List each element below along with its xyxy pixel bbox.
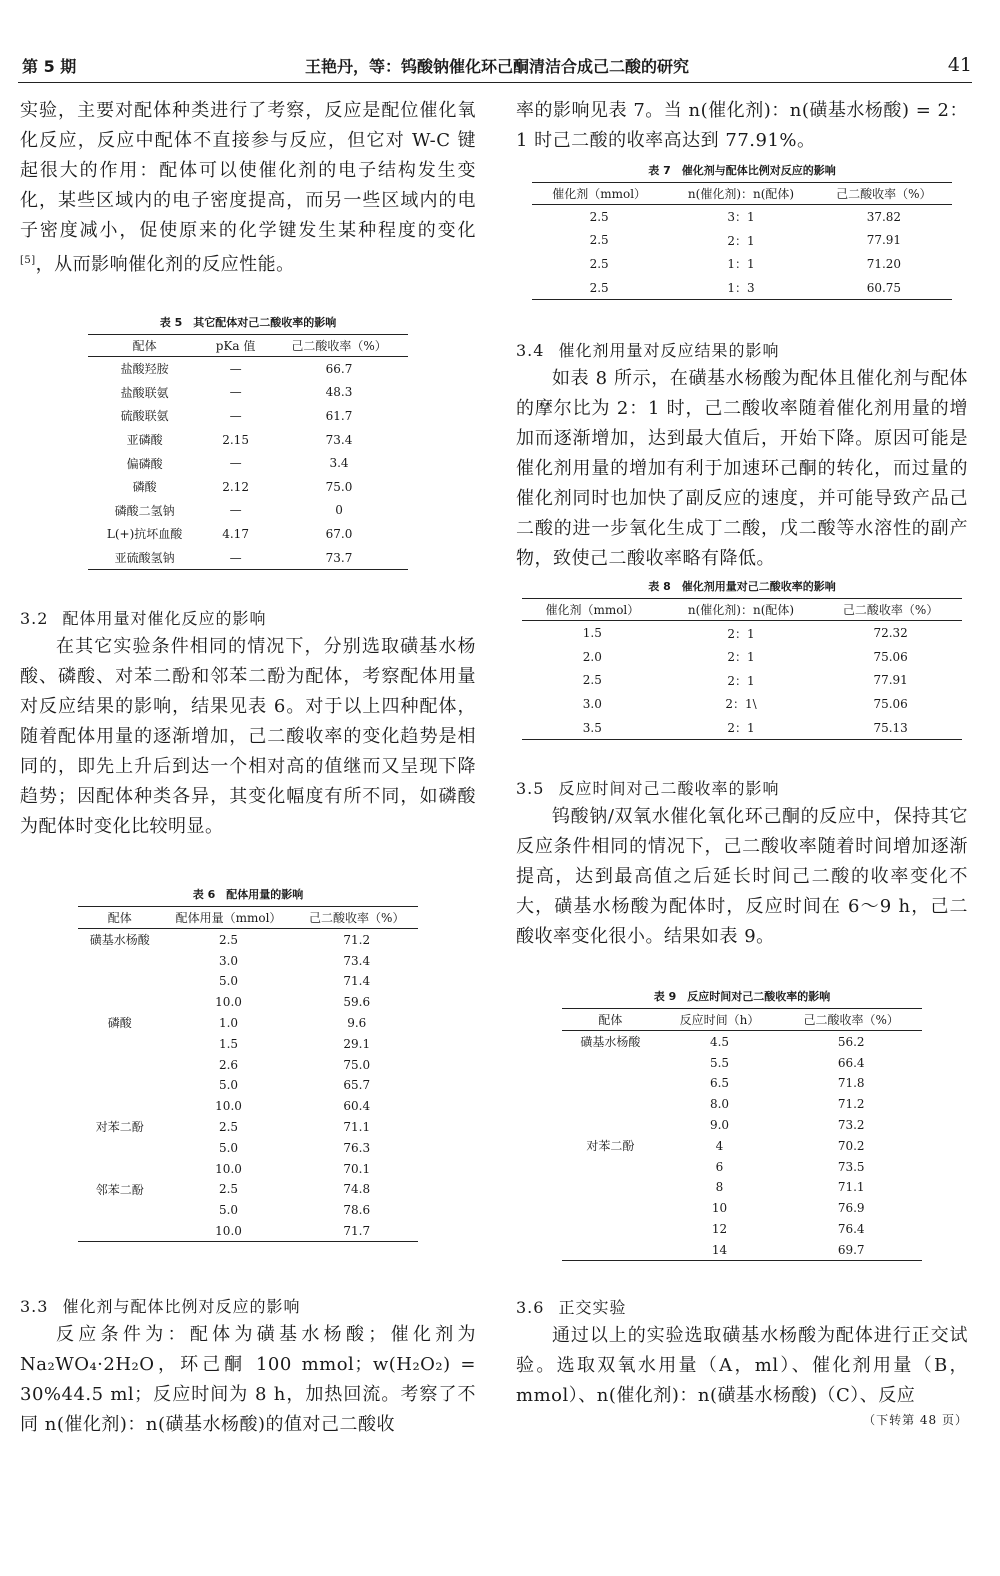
table-header-cell: 配体 [88,335,201,357]
table-cell: 59.6 [343,995,371,1010]
table8-caption: 表 8 催化剂用量对己二酸收率的影响 [648,580,836,594]
table-header-cell: n(催化剂)：n(配体) [666,183,815,205]
table-cell: 70.1 [343,1161,371,1176]
section-3-2-text: 在其它实验条件相同的情况下，分别选取磺基水杨酸、磷酸、对苯二酚和邻苯二酚为配体，考察配体用量对反应结果的影响，结果见表 6。对于以上四种配体，随着配体用量的逐渐增加，己二酸收率的变化趋势是相同的，即先上升后到达一个相对高的值继而又呈现下降趋势；因配体种类各异，其变化幅度有所不同，如磷酸为配体时变化比较明显。 [20,636,476,838]
table-cell: 磷酸 [107,1016,132,1031]
table-cell: 6.5 [709,1076,730,1091]
table-cell: 2.0 [582,649,602,664]
table-cell: 8 [715,1180,724,1195]
table-cell [78,1200,162,1221]
section-3-5-text: 钨酸钠/双氧水催化氧化环己酮的反应中，保持其它反应条件相同的情况下，己二酸收率随着时间增加逐渐提高，达到最高值之后延长时间己二酸的收率变化不大，磺基水杨酸为配体时，反应时间在 6～9 h，己二酸收率变化很小。结果如表 9。 [516,806,968,948]
section-3-4-heading: 3.4 催化剂用量对反应结果的影响 [516,341,780,361]
table-cell: 71.2 [343,932,371,947]
section-3-5-heading: 3.5 反应时间对己二酸收率的影响 [516,779,780,799]
table-header-cell: 己二酸收率（%） [270,335,408,357]
table-cell: 5.0 [218,1078,239,1093]
table-cell: 3：1 [727,210,755,225]
table-cell: 2.6 [218,1057,239,1072]
table-cell: 6 [715,1159,724,1174]
table-cell: 盐酸羟胺 [120,362,169,377]
table-cell [562,1239,659,1260]
table-cell: 61.7 [325,408,353,423]
table-8 [522,598,962,740]
table-cell: 5.0 [218,974,239,989]
table-cell: 73.2 [837,1117,865,1132]
table-row [78,1013,418,1034]
table-cell: 71.7 [296,1221,419,1242]
table-cell [562,1156,659,1177]
table-cell: 71.4 [343,974,371,989]
table-row [88,546,408,570]
table-cell: 74.8 [343,1182,371,1197]
table-cell: 60.75 [816,276,952,300]
table-row [78,1033,418,1054]
table-row [78,1158,418,1179]
table-6 [78,906,418,1242]
table-cell: 2.5 [218,932,239,947]
table-cell: 4 [715,1138,724,1153]
table-row [562,1115,922,1136]
table-cell: 2：1 [727,673,755,688]
table-row [78,1179,418,1200]
table-row [562,1031,922,1052]
table-cell: 75.06 [873,649,908,664]
table-header-cell: 己二酸收率（%） [819,599,962,621]
table-cell: 9.6 [347,1015,367,1030]
table-cell: 78.6 [343,1203,371,1218]
table-cell: 71.1 [837,1180,865,1195]
table-cell: — [229,456,242,471]
table-cell [78,1221,162,1242]
table-cell: 4.17 [222,526,249,541]
section-3-3-text: 反应条件为：配体为磺基水杨酸；催化剂为 Na₂WO₄·2H₂O，环己酮 100 mmol；w(H₂O₂) = 30%44.5 ml；反应时间为 8 h，加热回流。考察了不同 n(催化剂)：n(磺基水杨酸)的值对己二酸收 [20,1324,476,1436]
table-cell: 2：1\ [725,697,757,712]
table-cell [78,1158,162,1179]
table7-caption: 表 7 催化剂与配体比例对反应的影响 [648,164,836,177]
table-cell: 37.82 [866,209,902,224]
table-row [88,451,408,475]
table-row [522,645,962,669]
table-row [78,1075,418,1096]
table-row [562,1239,922,1260]
table-row [88,475,408,499]
table-cell: 56.2 [837,1034,865,1049]
issue-number: 第 5 期 [22,57,77,76]
table-cell: 5.5 [709,1055,730,1070]
table-header-cell: pKa 值 [201,335,270,357]
table-row [78,992,418,1013]
table6-caption: 表 6 配体用量的影响 [192,888,304,902]
table-cell: 73.4 [325,432,353,447]
table-row [88,381,408,405]
table-cell: — [229,385,242,400]
table-cell: — [229,408,242,423]
table-row [562,1135,922,1156]
table-row [88,499,408,523]
table-row [78,950,418,971]
table-cell: 10.0 [215,1099,242,1114]
table-cell: 73.7 [270,546,408,570]
table-header-cell: 己二酸收率（%） [296,907,419,929]
table-cell: 对苯二酚 [95,1120,144,1135]
table-row [78,1137,418,1158]
table-cell: 邻苯二酚 [95,1182,144,1197]
table-cell: 亚硫酸氢钠 [88,546,201,570]
table-7 [532,182,952,300]
table-cell: 1：3 [666,276,815,300]
table-cell: 71.20 [866,256,902,271]
table-header-cell: 配体 [78,907,162,929]
table-cell [78,992,162,1013]
table-row [88,357,408,381]
citation: [5] [20,255,36,266]
table-cell: 9.0 [709,1117,730,1132]
table-cell: 67.0 [325,526,353,541]
table-cell: 2：1 [727,233,755,248]
table-cell: 1：1 [727,257,755,272]
table-cell: 75.0 [343,1057,371,1072]
table-cell: 3.4 [329,456,349,471]
table-row [88,428,408,452]
table5-caption: 表 5 其它配体对己二酸收率的影响 [159,316,337,329]
table-row [78,1117,418,1138]
table-cell: 2.5 [218,1119,239,1134]
table-cell: 2：1 [727,650,755,665]
table-cell: 72.32 [873,626,908,641]
table-cell: 2.12 [222,479,249,494]
intro-paragraph: 实验，主要对配体种类进行了考察，反应是配位催化氧化反应，反应中配体不直接参与反应，但它对 W-C 键起很大的作用：配体可以使催化剂的电子结构发生变化，某些区域内的电子密度提高，而另一些区域内的电子密度减小，促使原来的化学键发生某种程度的变化[5]，从而影响催化剂的反应性能。 [20,100,476,275]
table-row [78,971,418,992]
table-row [522,692,962,716]
table-cell: 14 [659,1239,781,1260]
table-row [562,1094,922,1115]
table-cell: 12 [711,1221,728,1236]
table-cell [562,1198,659,1219]
table-cell: — [201,546,270,570]
table-cell [78,1096,162,1117]
continued-note: （下转第 48 页） [863,1413,968,1428]
table-header-cell: 己二酸收率（%） [780,1009,922,1031]
table-cell: 66.7 [325,361,353,376]
table-row [562,1198,922,1219]
running-title: 王艳丹，等：钨酸钠催化环己酮清洁合成己二酸的研究 [304,57,689,76]
table-cell: 2.15 [222,432,249,447]
table-cell [78,971,162,992]
table-cell: 磷酸二氢钠 [114,503,175,518]
table-cell [562,1115,659,1136]
table-cell: 71.2 [837,1097,865,1112]
section-3-4-text: 如表 8 所示，在磺基水杨酸为配体且催化剂与配体的摩尔比为 2：1 时，己二酸收率随着催化剂用量的增加而逐渐增加，达到最大值后，开始下降。原因可能是催化剂用量的增加有利于加速环己酮的转化，而过量的催化剂同时也加快了副反应的速度，并可能导致产品己二酸的进一步氧化生成丁二酸，戊二酸等水溶性的副产物，致使己二酸收率略有降低。 [516,368,968,570]
table-cell [562,1219,659,1240]
table-cell: 5.0 [218,1140,239,1155]
table-cell: 3.0 [218,953,239,968]
table-cell: 71.8 [837,1076,865,1091]
table-cell: 77.91 [873,673,908,688]
table-row [78,1221,418,1242]
table-header-cell: 配体用量（mmol） [162,907,296,929]
table-cell: 8.0 [709,1097,730,1112]
table-row [562,1156,922,1177]
table-row [88,404,408,428]
table-cell: 盐酸联氨 [120,385,169,400]
continued-paragraph: 率的影响见表 7。当 n(催化剂)：n(磺基水杨酸) = 2：1 时己二酸的收率高达到 77.91%。 [516,100,968,151]
table-cell: 10.0 [215,1161,242,1176]
table-cell: — [229,503,242,518]
table-cell: 硫酸联氨 [120,409,169,424]
table-cell: 2：1 [663,716,820,740]
table-cell: 2.5 [589,233,609,248]
table-9 [562,1008,922,1261]
table-row [532,229,952,253]
table-cell: 73.5 [837,1159,865,1174]
table-header-cell: 反应时间（h） [659,1009,781,1031]
table-row [78,1054,418,1075]
header-rule [18,82,972,83]
table-row [532,252,952,276]
table-row [78,929,418,950]
table-cell: 10 [711,1201,728,1216]
table-cell [562,1052,659,1073]
table-cell: 29.1 [343,1036,371,1051]
table-row [78,1096,418,1117]
table-cell: 2.5 [589,209,609,224]
table-5 [88,334,408,570]
table-cell: 48.3 [325,385,353,400]
table-row [562,1177,922,1198]
running-header [22,50,972,84]
table-cell: 77.91 [866,233,902,248]
table-cell: 5.0 [218,1203,239,1218]
table-cell: 76.4 [837,1221,865,1236]
table-cell: 1.5 [582,626,602,641]
table-cell [78,1075,162,1096]
table-row [522,716,962,740]
table-cell: 对苯二酚 [586,1139,635,1154]
table-cell: 3.0 [582,696,602,711]
table-row [78,1200,418,1221]
table-cell: 75.06 [873,696,908,711]
table-cell: 76.3 [343,1140,371,1155]
table-cell: 1.0 [218,1015,239,1030]
left-column [20,96,476,1440]
table-cell: 60.4 [343,1099,371,1114]
table-cell [562,1073,659,1094]
table-cell [78,1137,162,1158]
section-3-2-heading: 3.2 配体用量对催化反应的影响 [20,609,267,629]
table-row [562,1219,922,1240]
table-cell: 2.5 [218,1182,239,1197]
table-header-cell: 己二酸收率（%） [816,183,952,205]
table-cell [562,1177,659,1198]
table-cell: 0 [335,503,343,518]
table-cell [78,950,162,971]
table-cell: 76.9 [837,1201,865,1216]
table-cell: 2.5 [589,256,609,271]
table-cell: 69.7 [780,1239,922,1260]
table-cell: 2.5 [532,276,666,300]
table-header-cell: 催化剂（mmol） [532,183,666,205]
table9-caption: 表 9 反应时间对己二酸收率的影响 [653,990,831,1004]
right-column [516,96,968,1428]
table-cell: — [229,361,242,376]
table-cell: 65.7 [343,1078,371,1093]
page-number: 41 [947,54,972,76]
table-row [532,205,952,229]
table-cell: 10.0 [215,995,242,1010]
table-cell [562,1094,659,1115]
table-row [88,522,408,546]
table-cell: 亚磷酸 [126,433,163,448]
table-cell: 75.13 [819,716,962,740]
table-cell: 3.5 [522,716,663,740]
table-cell: 4.5 [709,1034,730,1049]
table-header-cell: n(催化剂)：n(配体) [663,599,820,621]
table-cell: 73.4 [343,953,371,968]
table-cell: 75.0 [325,479,353,494]
table-row [532,276,952,300]
table-cell: 磷酸 [132,480,157,495]
table-cell: 71.1 [343,1119,371,1134]
table-cell: 10.0 [162,1221,296,1242]
section-3-3-heading: 3.3 催化剂与配体比例对反应的影响 [20,1297,301,1317]
table-row [522,669,962,693]
table-cell: 2：1 [727,626,755,641]
table-cell: 70.2 [837,1138,865,1153]
table-header-cell: 催化剂（mmol） [522,599,663,621]
table-cell: 磺基水杨酸 [89,933,150,948]
table-cell: 66.4 [837,1055,865,1070]
table-cell: L(+)抗坏血酸 [106,527,183,542]
table-cell: 磺基水杨酸 [580,1035,641,1050]
section-3-6-heading: 3.6 正交实验 [516,1298,627,1318]
table-row [562,1052,922,1073]
section-3-6-text: 通过以上的实验选取磺基水杨酸为配体进行正交试验。选取双氧水用量（A，ml）、催化剂用量（B，mmol）、n(催化剂)：n(磺基水杨酸)（C）、反应 [516,1325,968,1407]
table-cell [78,1033,162,1054]
table-cell [78,1054,162,1075]
table-row [562,1073,922,1094]
table-header-cell: 配体 [562,1009,659,1031]
table-row [522,621,962,645]
table-cell: 2.5 [582,673,602,688]
table-cell: 偏磷酸 [126,456,163,471]
table-cell: 1.5 [218,1036,239,1051]
